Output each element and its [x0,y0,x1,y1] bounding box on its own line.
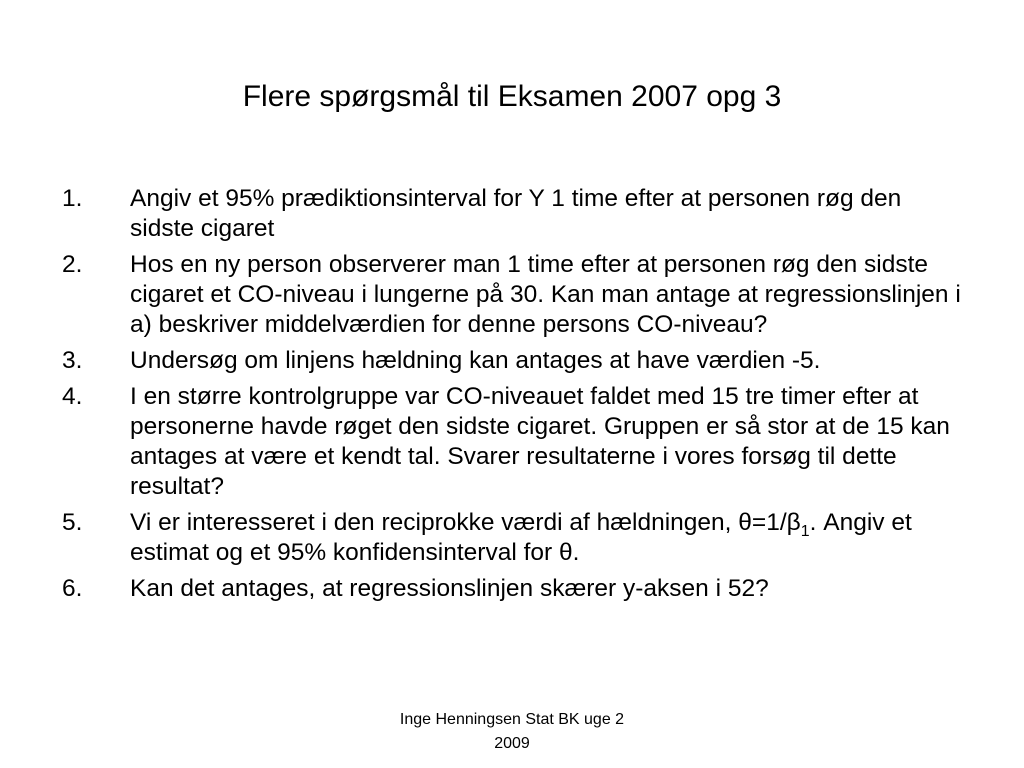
question-number: 3. [62,347,83,374]
footer-author: Inge Henningsen Stat BK uge 2 [399,711,625,728]
question-text: I en større kontrolgruppe var CO-niveauet faldet med 15 tre timer efter at personerne havde røget den sidste cigaret. Gruppen er så stor at de 15 kan antages at være et kendt tal. Svarer resultaterne i vores forsøg til dette resultat? [130,383,950,500]
question-text: Hos en ny person observerer man 1 time efter at personen røg den sidste cigaret et CO-niveau i lungerne på 30. Kan man antage at regressionslinjen i a) beskriver middelværdien for denne persons CO-niveau? [130,251,961,338]
question-item-6 [62,574,972,604]
slide-footer [362,708,662,756]
question-text [130,508,972,568]
question-item-3 [62,346,972,376]
question-item-1 [62,184,972,244]
question-text-continued: . Angiv et estimat og et 95% konfidensinterval for θ. [130,509,912,566]
question-text-main: Vi er interesseret i den reciprokke værdi af hældningen, θ=1/β [130,509,801,536]
question-number: 5. [62,509,83,536]
question-text: Angiv et 95% prædiktionsinterval for Y 1 time efter at personen røg den sidste cigaret [130,185,902,242]
question-item-2 [62,250,972,340]
question-item-5 [62,508,972,568]
question-number: 2. [62,251,83,278]
question-text: Kan det antages, at regressionslinjen skærer y-aksen i 52? [130,575,769,602]
slide-title: Flere spørgsmål til Eksamen 2007 opg 3 [242,80,782,113]
beta-subscript: 1 [800,522,810,540]
footer-year: 2009 [494,735,530,752]
question-number: 1. [62,185,83,212]
question-number: 6. [62,575,83,602]
question-item-4 [62,382,972,502]
question-number: 4. [62,383,83,410]
question-text: Undersøg om linjens hældning kan antages at have værdien -5. [130,347,821,374]
question-list [62,184,972,610]
